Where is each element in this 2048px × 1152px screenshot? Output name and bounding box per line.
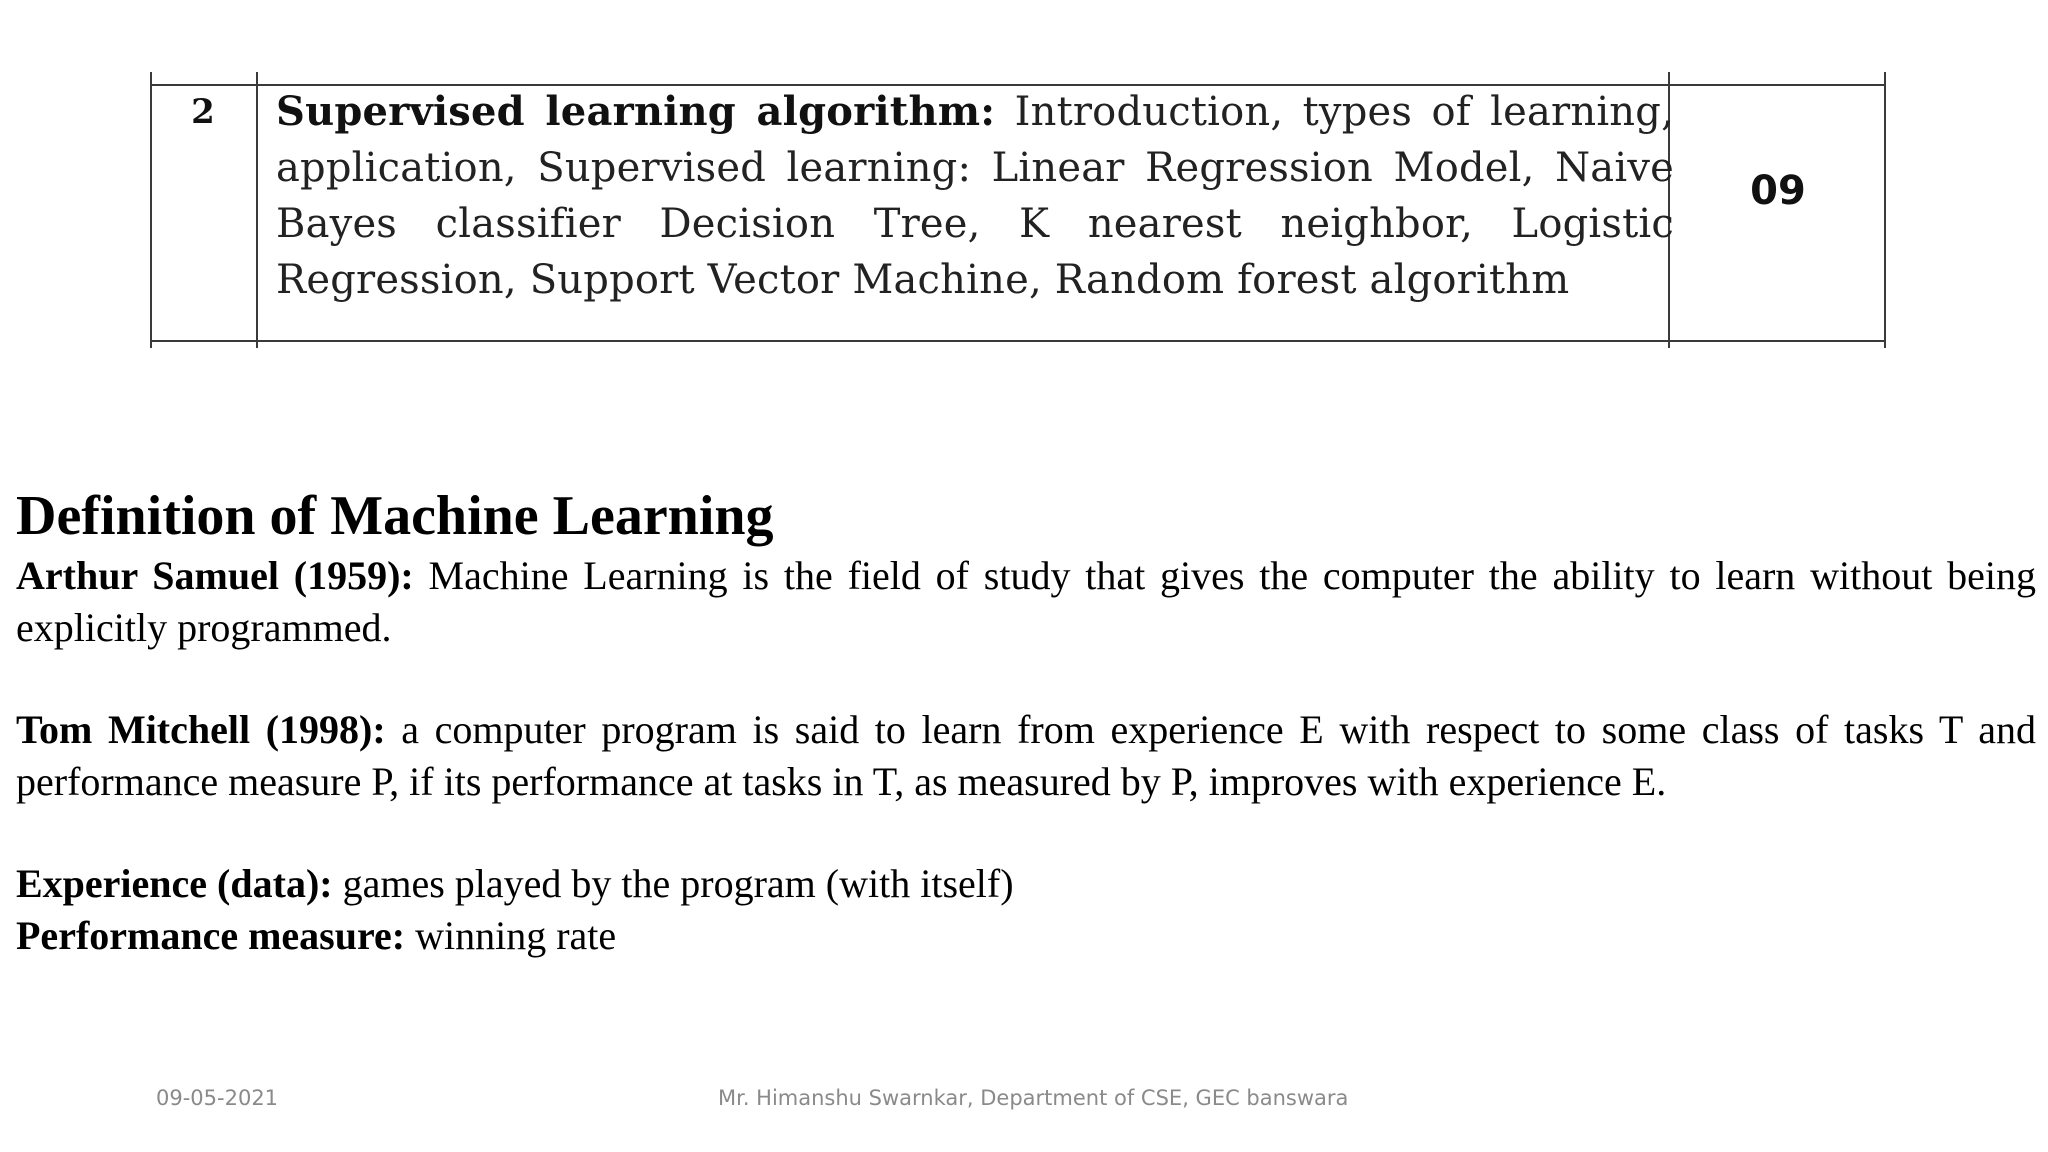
performance-line: [16, 910, 2036, 962]
samuel-text: Machine Learning is the field of study that gives the computer the ability to learn without being explicitly programmed.: [16, 553, 2036, 650]
unit-number: 2: [191, 92, 215, 132]
mitchell-label: Tom Mitchell (1998):: [16, 707, 386, 752]
footer-date: 09-05-2021: [156, 1086, 279, 1110]
experience-text: games played by the program (with itself): [332, 861, 1014, 906]
mitchell-definition: [16, 704, 2036, 808]
samuel-definition: [16, 550, 2036, 654]
mitchell-text: a computer program is said to learn from experience E with respect to some class of tasks T and performance measure P, if its performance at tasks in T, as measured by P, improves with experience E.: [16, 707, 2036, 804]
experience-line: [16, 858, 2036, 910]
unit-hours: 09: [1750, 168, 1806, 214]
definition-section: [16, 482, 2036, 962]
unit-topic-description: Introduction, types of learning, application, Supervised learning: Linear Regression Model, Naive Bayes classifier Decision Tree, K nearest neighbor, Logistic Regression, Support Vector Machine, Random forest algorithm: [276, 89, 1674, 303]
performance-text: winning rate: [405, 913, 617, 958]
performance-label: Performance measure:: [16, 913, 406, 958]
unit-topics: [276, 84, 1674, 308]
unit-topic-title: Supervised learning algorithm:: [276, 88, 996, 135]
syllabus-table: [150, 72, 1886, 348]
table-bottom-border: [150, 340, 1886, 342]
samuel-label: Arthur Samuel (1959):: [16, 553, 414, 598]
table-divider-1: [256, 72, 258, 348]
section-heading: Definition of Machine Learning: [16, 485, 774, 547]
footer-author: Mr. Himanshu Swarnkar, Department of CSE, GEC banswara: [718, 1086, 1349, 1110]
experience-label: Experience (data):: [16, 861, 333, 906]
